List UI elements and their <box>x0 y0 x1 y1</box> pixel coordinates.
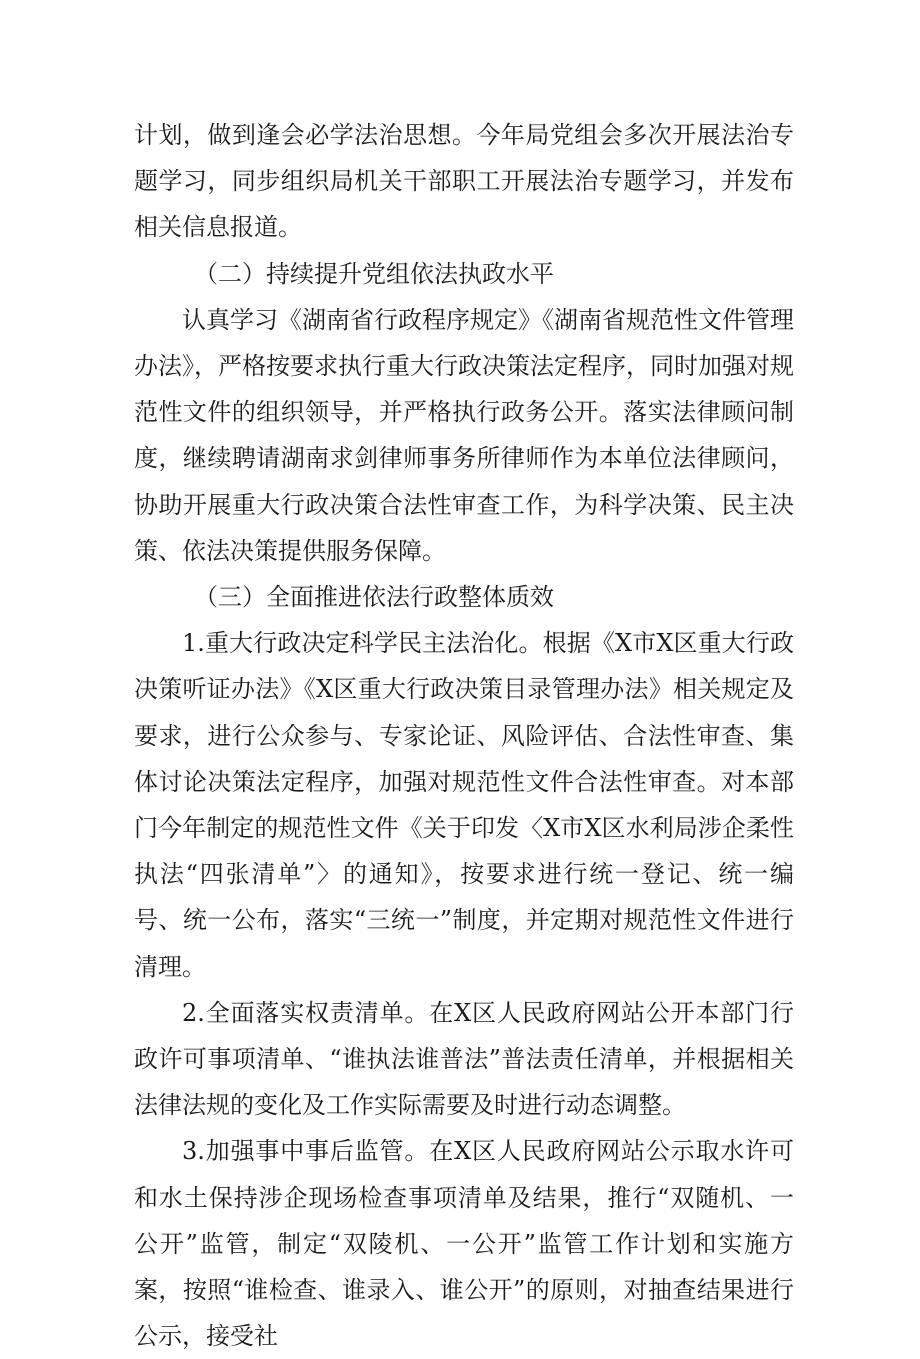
numbered-item-2: 2.全面落实权责清单。在X区人民政府网站公开本部门行政许可事项清单、“谁执法谁普法”普法责任清单，并根据相关法律法规的变化及工作实际需要及时进行动态调整。 <box>134 998 794 1120</box>
document-body <box>134 112 794 1359</box>
section-heading-three: （三）全面推进依法行政整体质效 <box>194 583 554 612</box>
paragraph-continued: 计划，做到逢会必学法治思想。今年局党组会多次开展法治专题学习，同步组织局机关干部职工开展法治专题学习，并发布相关信息报道。 <box>134 121 794 242</box>
numbered-item-1: 1.重大行政决定科学民主法治化。根据《X市X区重大行政决策听证办法》《X区重大行政决策目录管理办法》相关规定及要求，进行公众参与、专家论证、风险评估、合法性审查、集体讨论决策法定程序，加强对规范性文件合法性审查。对本部门今年制定的规范性文件《关于印发〈X市X区水利局涉企柔性执法“四张清单”〉的通知》，按要求进行统一登记、统一编号、统一公布，落实“三统一”制度，并定期对规范性文件进行清理。 <box>134 629 794 981</box>
numbered-item-3: 3.加强事中事后监管。在X区人民政府网站公示取水许可和水土保持涉企现场检查事项清单及结果，推行“双随机、一公开”监管，制定“双陵机、一公开”监管工作计划和实施方案，按照“谁检查、谁录入、谁公开”的原则，对抽查结果进行公示，接受社 <box>134 1137 794 1351</box>
paragraph-legal-study: 认真学习《湖南省行政程序规定》《湖南省规范性文件管理办法》，严格按要求执行重大行政决策法定程序，同时加强对规范性文件的组织领导，并严格执行政务公开。落实法律顾问制度，继续聘请湖南求剑律师事务所律师作为本单位法律顾问，协助开展重大行政决策合法性审查工作，为科学决策、民主决策、依法决策提供服务保障。 <box>134 305 794 565</box>
section-heading-two: （二）持续提升党组依法执政水平 <box>194 259 554 288</box>
